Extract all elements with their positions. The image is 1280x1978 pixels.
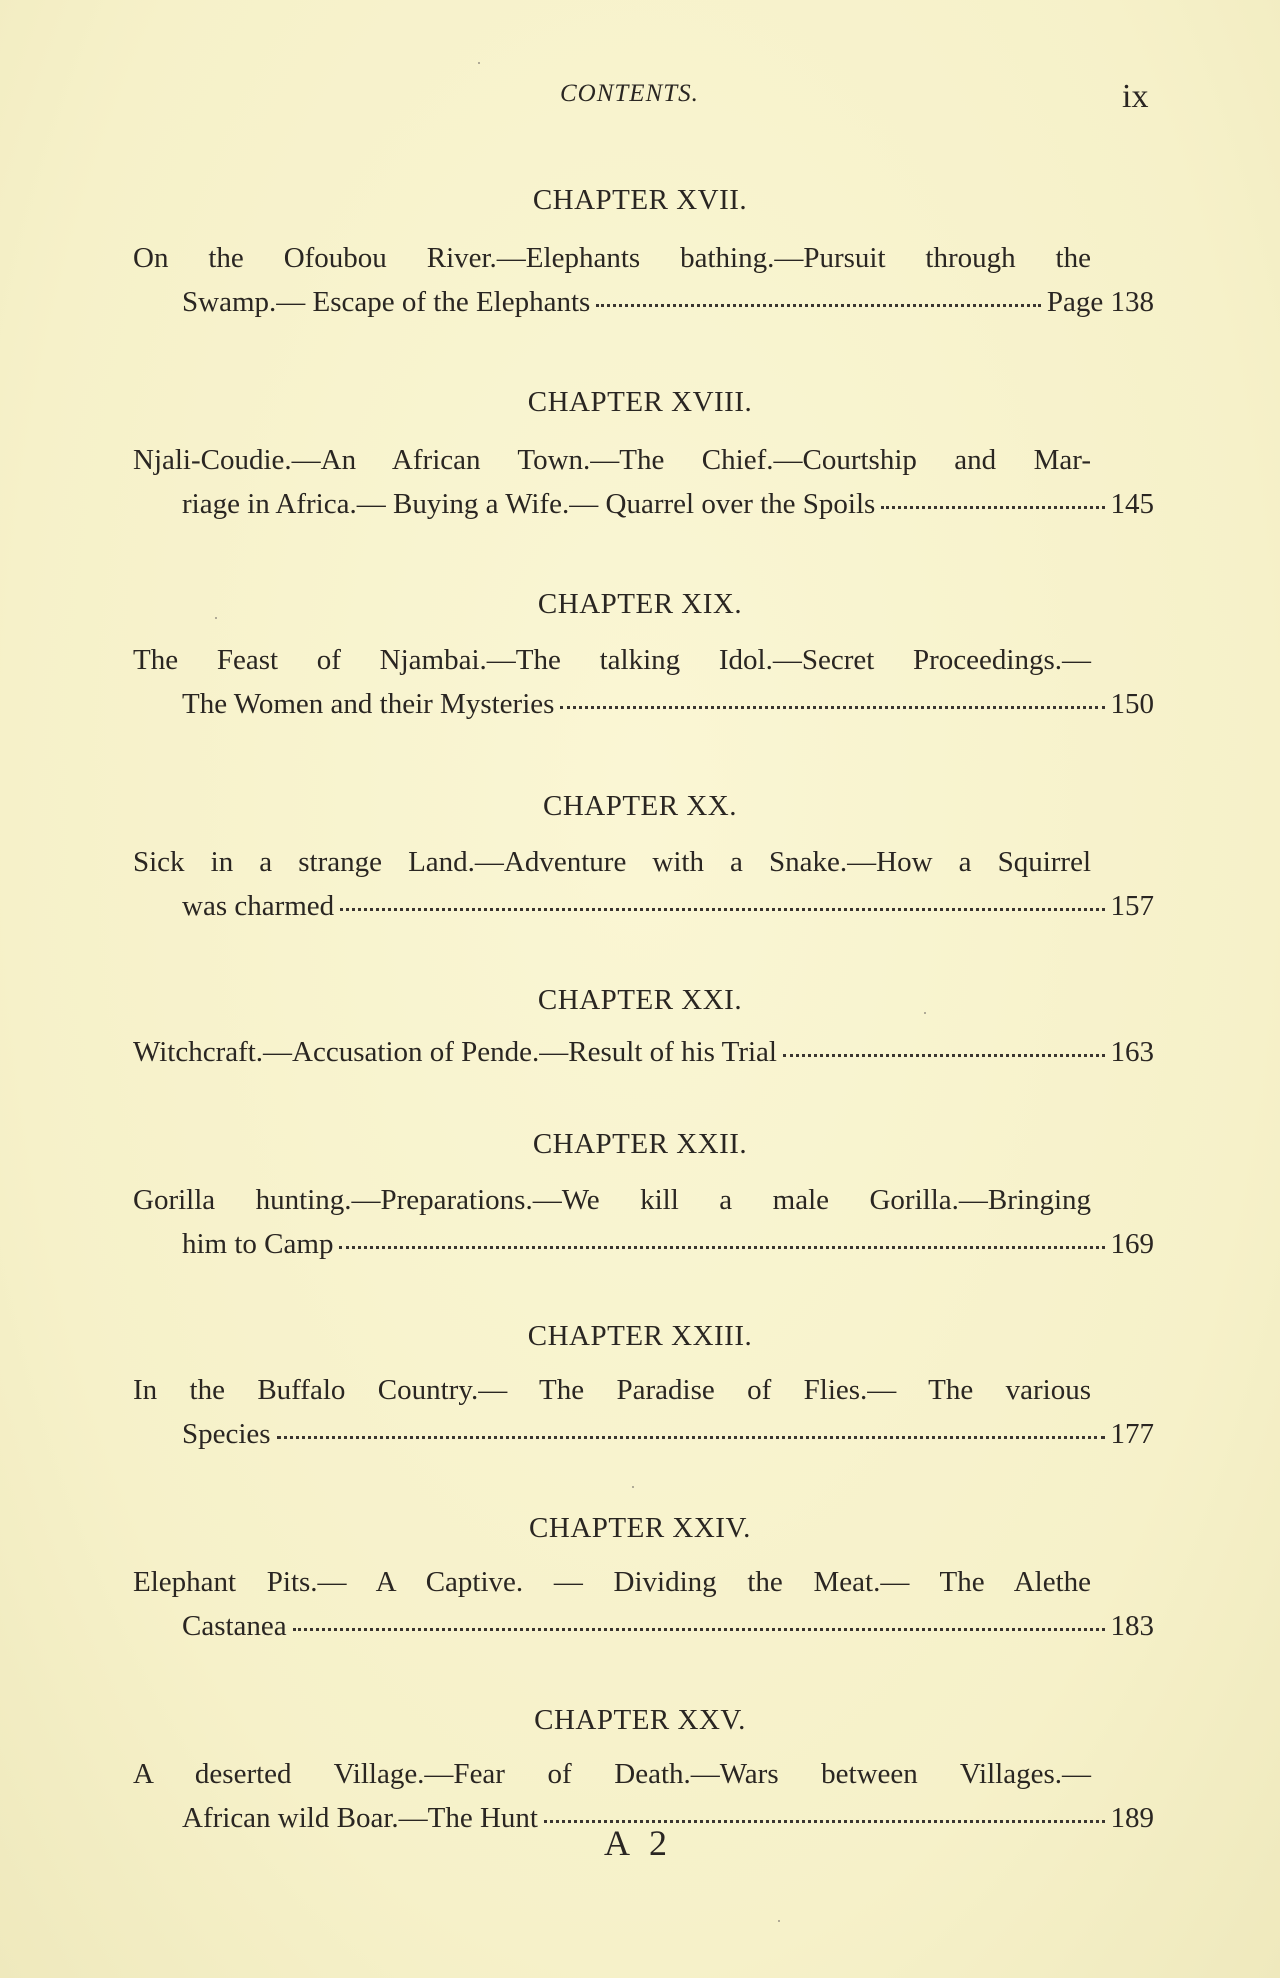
chapter-heading: CHAPTER XXIII.	[527, 1320, 753, 1352]
dot-leader	[277, 1430, 1105, 1439]
page-reference: 163	[1110, 1036, 1154, 1068]
dot-leader	[339, 1240, 1104, 1249]
dot-leader	[881, 500, 1104, 509]
paper-speck	[924, 1012, 926, 1014]
chapter-heading: CHAPTER XXIV.	[529, 1512, 751, 1544]
signature-mark: A 2	[604, 1823, 674, 1863]
dot-leader	[560, 700, 1104, 709]
chapter-summary-continuation	[182, 688, 1154, 721]
summary-text: was charmed	[182, 890, 335, 922]
summary-text: Castanea	[182, 1610, 287, 1642]
summary-text: The Women and their Mysteries	[182, 688, 555, 720]
chapter-heading: CHAPTER XXI.	[537, 984, 743, 1016]
chapter-summary-continuation	[182, 286, 1154, 319]
chapter-summary-line: The Feast of Njambai.—The talking Idol.—Secret Proceedings.—	[133, 644, 1091, 676]
running-title: CONTENTS.	[560, 80, 699, 107]
chapter-heading: CHAPTER XVIII.	[527, 386, 753, 418]
chapter-summary-line: On the Ofoubou River.—Elephants bathing.—Pursuit through the	[133, 242, 1091, 274]
chapter-heading: CHAPTER XVII.	[532, 184, 748, 216]
chapter-summary-line: Elephant Pits.— A Captive. — Dividing the Meat.— The Alethe	[133, 1566, 1091, 1598]
chapter-summary-continuation	[182, 890, 1154, 923]
chapter-heading: CHAPTER XIX.	[537, 588, 743, 620]
chapter-summary-line: A deserted Village.—Fear of Death.—Wars between Villages.—	[133, 1758, 1091, 1790]
page-number: ix	[1122, 78, 1149, 115]
page-reference: 169	[1110, 1228, 1154, 1260]
dot-leader	[596, 298, 1041, 307]
page-reference: 145	[1110, 488, 1154, 520]
page-reference: 177	[1110, 1418, 1154, 1450]
summary-text: Witchcraft.—Accusation of Pende.—Result of his Trial	[133, 1036, 777, 1068]
page-reference: 150	[1110, 688, 1154, 720]
chapter-heading: CHAPTER XXV.	[534, 1704, 746, 1736]
dot-leader	[783, 1048, 1105, 1057]
chapter-summary-line: Sick in a strange Land.—Adventure with a Snake.—How a Squirrel	[133, 846, 1091, 878]
summary-text: him to Camp	[182, 1228, 334, 1260]
summary-text: African wild Boar.—The Hunt	[182, 1802, 538, 1834]
paper-speck	[778, 1920, 780, 1922]
chapter-summary-line: Njali-Coudie.—An African Town.—The Chief.—Courtship and Mar-	[133, 444, 1091, 476]
dot-leader	[293, 1622, 1105, 1631]
chapter-summary-line	[133, 1036, 1154, 1069]
page-reference: Page 138	[1046, 286, 1154, 318]
page-reference: 183	[1110, 1610, 1154, 1642]
chapter-summary-continuation	[182, 1418, 1154, 1451]
paper-speck	[215, 617, 217, 619]
chapter-summary-continuation	[182, 1610, 1154, 1643]
paper-speck	[478, 62, 480, 64]
page-reference: 189	[1110, 1802, 1154, 1834]
paper-speck	[632, 1486, 634, 1488]
running-head	[0, 80, 1280, 120]
summary-text: Swamp.— Escape of the Elephants	[182, 286, 591, 318]
summary-text: Species	[182, 1418, 271, 1450]
chapter-summary-line: Gorilla hunting.—Preparations.—We kill a male Gorilla.—Bringing	[133, 1184, 1091, 1216]
summary-text: riage in Africa.— Buying a Wife.— Quarrel over the Spoils	[182, 488, 876, 520]
chapter-summary-continuation	[182, 1228, 1154, 1261]
chapter-summary-line: In the Buffalo Country.— The Paradise of Flies.— The various	[133, 1374, 1091, 1406]
chapter-summary-continuation	[182, 488, 1154, 521]
chapter-heading: CHAPTER XXII.	[532, 1128, 748, 1160]
dot-leader	[340, 902, 1104, 911]
chapter-heading: CHAPTER XX.	[542, 790, 737, 822]
page-reference: 157	[1110, 890, 1154, 922]
